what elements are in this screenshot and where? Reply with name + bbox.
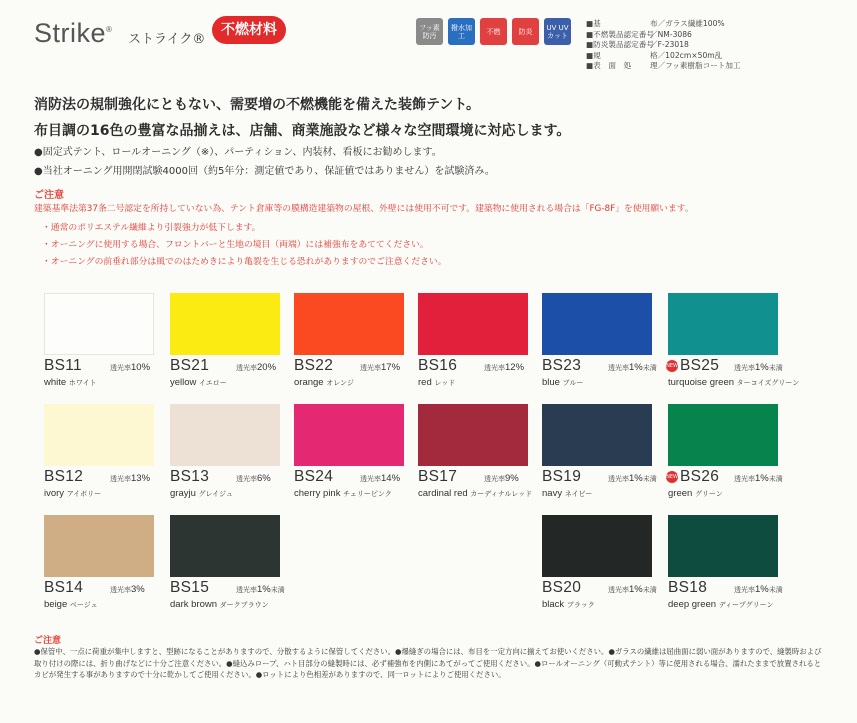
- note-body: ●保管中、一点に荷重が集中しますと、型跡になることがありますので、分散するように保管してください。●爆縫ぎの場合には、布目を一定方向に揃えてお使いください。●ガラスの繊維は屈曲面に弱い面がありますので、縫製時および取り付けの際には、折り曲げなどに十分ご注意ください。●縫込みロープ、ハト目部分の縫製時には、必ず補強布を内側にあてがってご使用ください。●ロールオーニング（可動式テント）等に使用される場合、濡れたままで放置されるとカビが発生する事がありますので十分に乾かしてご使用ください。●ロットにより色相差がありますので、同一ロットによりご使用ください。: [34, 647, 822, 680]
- swatch-code: BS20: [542, 579, 582, 596]
- swatch-bs16: [418, 293, 528, 355]
- lead-text-1: 消防法の規制強化にともない、需要増の不燃機能を備えた装飾テント。: [34, 97, 481, 113]
- bullet-test: ●当社オーニング用開閉試験4000回（約5年分：測定値であり、保証値ではありません）を試験済み。: [34, 166, 495, 177]
- spec-material: ■基 布／ガラス繊維100%: [586, 19, 725, 28]
- flame-retardant-icon: 防炎: [512, 18, 539, 45]
- transmittance: 透光率1%未満: [236, 584, 285, 595]
- swatch-name: orange オレンジ: [294, 377, 354, 388]
- spec-list: [586, 19, 741, 72]
- swatch-bs13: [170, 404, 280, 466]
- spec-finish: ■表 面 処 理／フッ素樹脂コート加工: [586, 61, 741, 71]
- transmittance: 透光率20%: [236, 362, 277, 373]
- swatch-code: BS19: [542, 468, 582, 485]
- spec-flame-cert: ■防炎製品認定番号／F-23018: [586, 40, 689, 50]
- swatch-bs17: [418, 404, 528, 466]
- swatch-name: turquoise green ターコイズグリーン: [668, 377, 800, 388]
- swatch-name: cardinal red カーディナルレッド: [418, 488, 533, 499]
- transmittance: 透光率10%: [110, 362, 151, 373]
- transmittance: 透光率1%未満: [608, 473, 657, 484]
- swatch-bs21: [170, 293, 280, 355]
- swatch-name: dark brown ダークブラウン: [170, 599, 269, 610]
- swatch-bs26: [668, 404, 778, 466]
- swatch-code: BS11: [44, 357, 82, 374]
- new-badge: NEW: [666, 360, 678, 372]
- swatch-code: BS25: [680, 357, 720, 374]
- caution-line-2: ・通常のポリエステル繊維より引裂強力が低下します。: [42, 223, 261, 233]
- transmittance: 透光率13%: [110, 473, 151, 484]
- caution-line-1: 建築基準法第37条二号認定を所持していない為、テント倉庫等の膜構造建築物の屋根、外壁には使用不可です。建築物に使用される場合は「FG-8F」を使用願います。: [34, 204, 694, 214]
- nonflammable-icon: 不燃: [480, 18, 507, 45]
- transmittance: 透光率14%: [360, 473, 401, 484]
- feature-icons: [416, 18, 571, 45]
- swatch-code: BS26: [680, 468, 720, 485]
- swatch-name: white ホワイト: [44, 377, 97, 388]
- swatch-name: ivory アイボリー: [44, 488, 102, 499]
- swatch-name: black ブラック: [542, 599, 595, 610]
- new-badge: NEW: [666, 471, 678, 483]
- transmittance: 透光率1%未満: [608, 362, 657, 373]
- swatch-code: BS13: [170, 468, 210, 485]
- transmittance: 透光率1%未満: [734, 584, 783, 595]
- caution-line-3: ・オーニングに使用する場合、フロントバーと生地の境目（両端）には補強布をあててください。: [42, 240, 429, 250]
- transmittance: 透光率1%未満: [608, 584, 657, 595]
- swatch-code: BS23: [542, 357, 582, 374]
- swatch-name: grayju グレイジュ: [170, 488, 234, 499]
- swatch-name: yellow イエロー: [170, 377, 227, 388]
- transmittance: 透光率3%: [110, 584, 145, 595]
- swatch-name: cherry pink チェリーピンク: [294, 488, 392, 499]
- swatch-code: BS24: [294, 468, 334, 485]
- swatch-name: red レッド: [418, 377, 456, 388]
- swatch-code: BS17: [418, 468, 458, 485]
- swatch-bs20: [542, 515, 652, 577]
- transmittance: 透光率9%: [484, 473, 519, 484]
- swatch-bs11: [44, 293, 154, 355]
- stain-resistant-icon: フッ素 防汚: [416, 18, 443, 45]
- swatch-bs22: [294, 293, 404, 355]
- nonflammable-badge: 不燃材料: [212, 16, 286, 44]
- brand-kana: ストライク®: [128, 32, 206, 47]
- swatch-bs23: [542, 293, 652, 355]
- caution-line-4: ・オーニングの前垂れ部分は風でのはためきにより亀裂を生じる恐れがありますのでご注意ください。: [42, 257, 447, 267]
- water-repellent-icon: 撥水加工: [448, 18, 475, 45]
- bullet-usage: ●固定式テント、ロールオーニング（※）、パーティション、内装材、看板にお勧めします。: [34, 147, 442, 158]
- transmittance: 透光率12%: [484, 362, 525, 373]
- swatch-name: navy ネイビー: [542, 488, 593, 499]
- swatch-bs15: [170, 515, 280, 577]
- swatch-bs25: [668, 293, 778, 355]
- spec-nonflammable-cert: ■不燃製品認定番号／NM-3086: [586, 29, 692, 39]
- transmittance: 透光率1%未満: [734, 473, 783, 484]
- brand-logo: Strike®: [34, 18, 113, 48]
- swatch-name: deep green ディープグリーン: [668, 599, 774, 610]
- swatch-bs18: [668, 515, 778, 577]
- lead-text-2: 布目調の16色の豊富な品揃えは、店舗、商業施設など様々な空間環境に対応します。: [34, 123, 571, 139]
- swatch-bs14: [44, 515, 154, 577]
- transmittance: 透光率6%: [236, 473, 271, 484]
- swatch-bs19: [542, 404, 652, 466]
- note-title: ご注意: [34, 636, 62, 646]
- transmittance: 透光率17%: [360, 362, 401, 373]
- swatch-code: BS21: [170, 357, 210, 374]
- swatch-code: BS14: [44, 579, 84, 596]
- swatch-name: beige ベージュ: [44, 599, 98, 610]
- swatch-code: BS18: [668, 579, 708, 596]
- swatch-bs12: [44, 404, 154, 466]
- transmittance: 透光率1%未満: [734, 362, 783, 373]
- swatch-name: green グリーン: [668, 488, 723, 499]
- swatch-code: BS16: [418, 357, 458, 374]
- caution-title: ご注意: [34, 190, 64, 201]
- swatch-bs24: [294, 404, 404, 466]
- spec-size: ■規 格／102cm×50m乱: [586, 50, 723, 60]
- swatch-code: BS15: [170, 579, 210, 596]
- swatch-code: BS22: [294, 357, 334, 374]
- uv-cut-icon: UV UVカット: [544, 18, 571, 45]
- swatch-name: blue ブルー: [542, 377, 584, 388]
- swatch-code: BS12: [44, 468, 84, 485]
